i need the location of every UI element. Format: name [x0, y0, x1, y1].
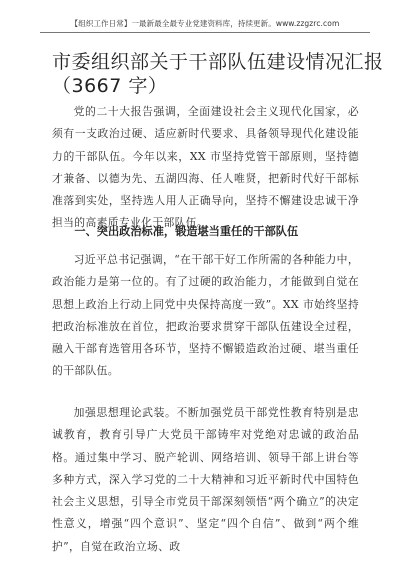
section-1-paragraph-block-2	[52, 402, 359, 558]
title-word-count: （3667 字）	[52, 75, 168, 97]
paragraph-theory: 加强思想理论武装。不断加强党员干部党性教育特别是忠诚教育，教育引导广大党员干部铸牢对党绝对忠诚的政治品格。通过集中学习、脱产轮训、网络培训、领导干部上讲台等多种方式，深入学习党的二十大精神和习近平新时代中国特色社会主义思想，引导全市党员干部深刻领悟“两个确立”的决定性意义，增强“四个意识”、坚定“四个自信”、做到“两个维护”，自觉在政治立场、政	[52, 406, 359, 553]
title-line-1: 市委组织部关于干部队伍建设情况汇报	[52, 51, 384, 73]
document-title	[52, 50, 384, 98]
paragraph-intro: 党的二十大报告强调，全面建设社会主义现代化国家，必须有一支政治过硬、适应新时代要求、具备领导现代化建设能力的干部队伍。今年以来，XX 市坚持党管干部原则，坚持德才兼备、以德为先、五湖四海、任人唯贤，把新时代好干部标准落到实处，坚持选人用人正确导向，坚持不懈建设忠诚干净担当的高素质专业化干部队伍。	[52, 105, 359, 230]
header-banner: 【组织工作日常】一最新最全最专业党建资料库，持续更新。www.zzgzrc.com	[70, 19, 340, 28]
paragraph-quote: 习近平总书记强调，“在干部干好工作所需的各种能力中，政治能力是第一位的。有了过硬的政治能力，才能做到自觉在思想上政治上行动上同党中央保持高度一致”。XX 市始终坚持把政治标准放在首位，把政治要求贯穿干部队伍建设全过程，融入干部育选管用各环节，坚持不懈锻造政治过硬、堪当重任的干部队伍。	[52, 253, 359, 378]
section-heading-1: 一、突出政治标准，锻造堪当重任的干部队伍	[74, 225, 299, 238]
section-1-paragraph-block	[52, 249, 359, 383]
intro-paragraph-block	[52, 101, 359, 235]
header-divider	[40, 32, 370, 33]
